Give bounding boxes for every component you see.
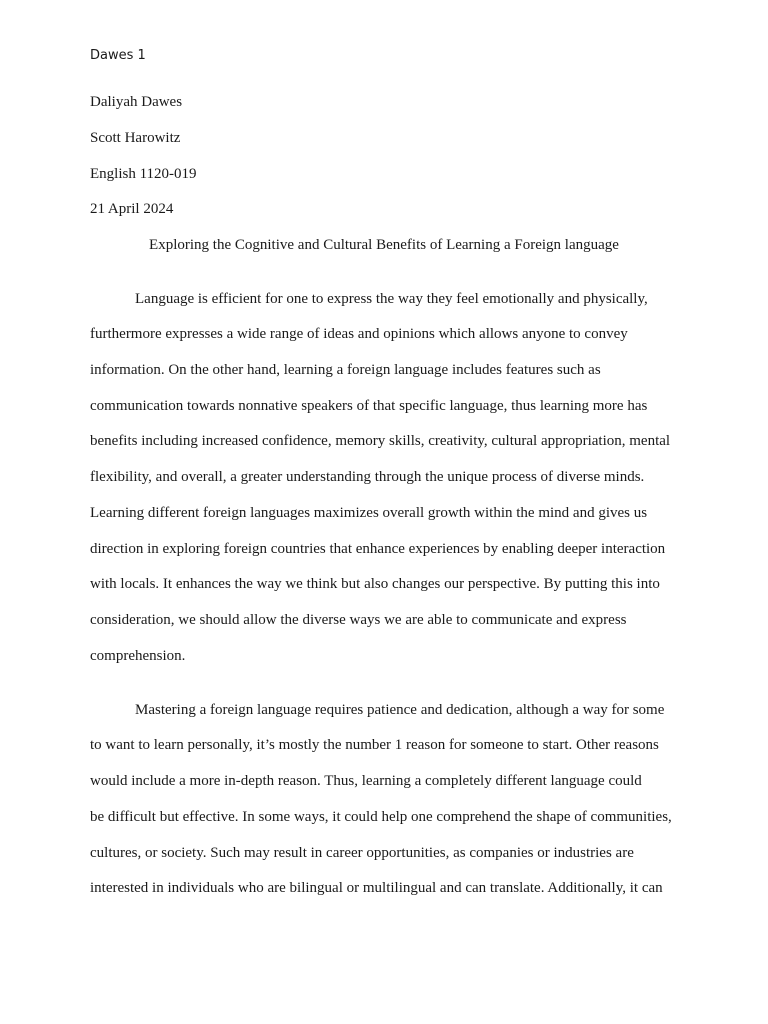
paragraph-line: information. On the other hand, learning a foreign language includes features such as	[90, 362, 601, 378]
paragraph-line: communication towards nonnative speakers of that specific language, thus learning more has	[90, 398, 648, 414]
paragraph-line: Mastering a foreign language requires patience and dedication, although a way for some	[135, 702, 665, 718]
student-name: Daliyah Dawes	[90, 94, 183, 110]
paragraph-line: furthermore expresses a wide range of ideas and opinions which allows anyone to convey	[90, 326, 628, 342]
paragraph-line: Learning different foreign languages maximizes overall growth within the mind and gives us	[90, 505, 648, 521]
course-name: English 1120-019	[90, 166, 197, 182]
essay-date: 21 April 2024	[90, 201, 174, 217]
paragraph-line: cultures, or society. Such may result in career opportunities, as companies or industries are	[90, 845, 634, 861]
paragraph-line: consideration, we should allow the diverse ways we are able to communicate and express	[90, 612, 627, 628]
paragraph-line: Language is efficient for one to express the way they feel emotionally and physically,	[135, 291, 648, 307]
paragraph-line: would include a more in-depth reason. Thus, learning a completely different language could	[90, 773, 642, 789]
paragraph-line: benefits including increased confidence, memory skills, creativity, cultural appropriation, mental	[90, 433, 671, 449]
paragraph-line: comprehension.	[90, 648, 186, 664]
essay-title: Exploring the Cognitive and Cultural Benefits of Learning a Foreign language	[149, 237, 619, 253]
running-head: Dawes 1	[90, 48, 146, 63]
paragraph-line: interested in individuals who are bilingual or multilingual and can translate. Additionally, it can	[90, 880, 663, 896]
instructor-name: Scott Harowitz	[90, 130, 181, 146]
paragraph-line: with locals. It enhances the way we think but also changes our perspective. By putting this into	[90, 576, 660, 592]
paragraph-line: to want to learn personally, it’s mostly the number 1 reason for someone to start. Other reasons	[90, 737, 659, 753]
paragraph-line: flexibility, and overall, a greater understanding through the unique process of diverse minds.	[90, 469, 645, 485]
paragraph-line: be difficult but effective. In some ways, it could help one comprehend the shape of communities,	[90, 809, 672, 825]
paragraph-line: direction in exploring foreign countries that enhance experiences by enabling deeper interaction	[90, 541, 666, 557]
